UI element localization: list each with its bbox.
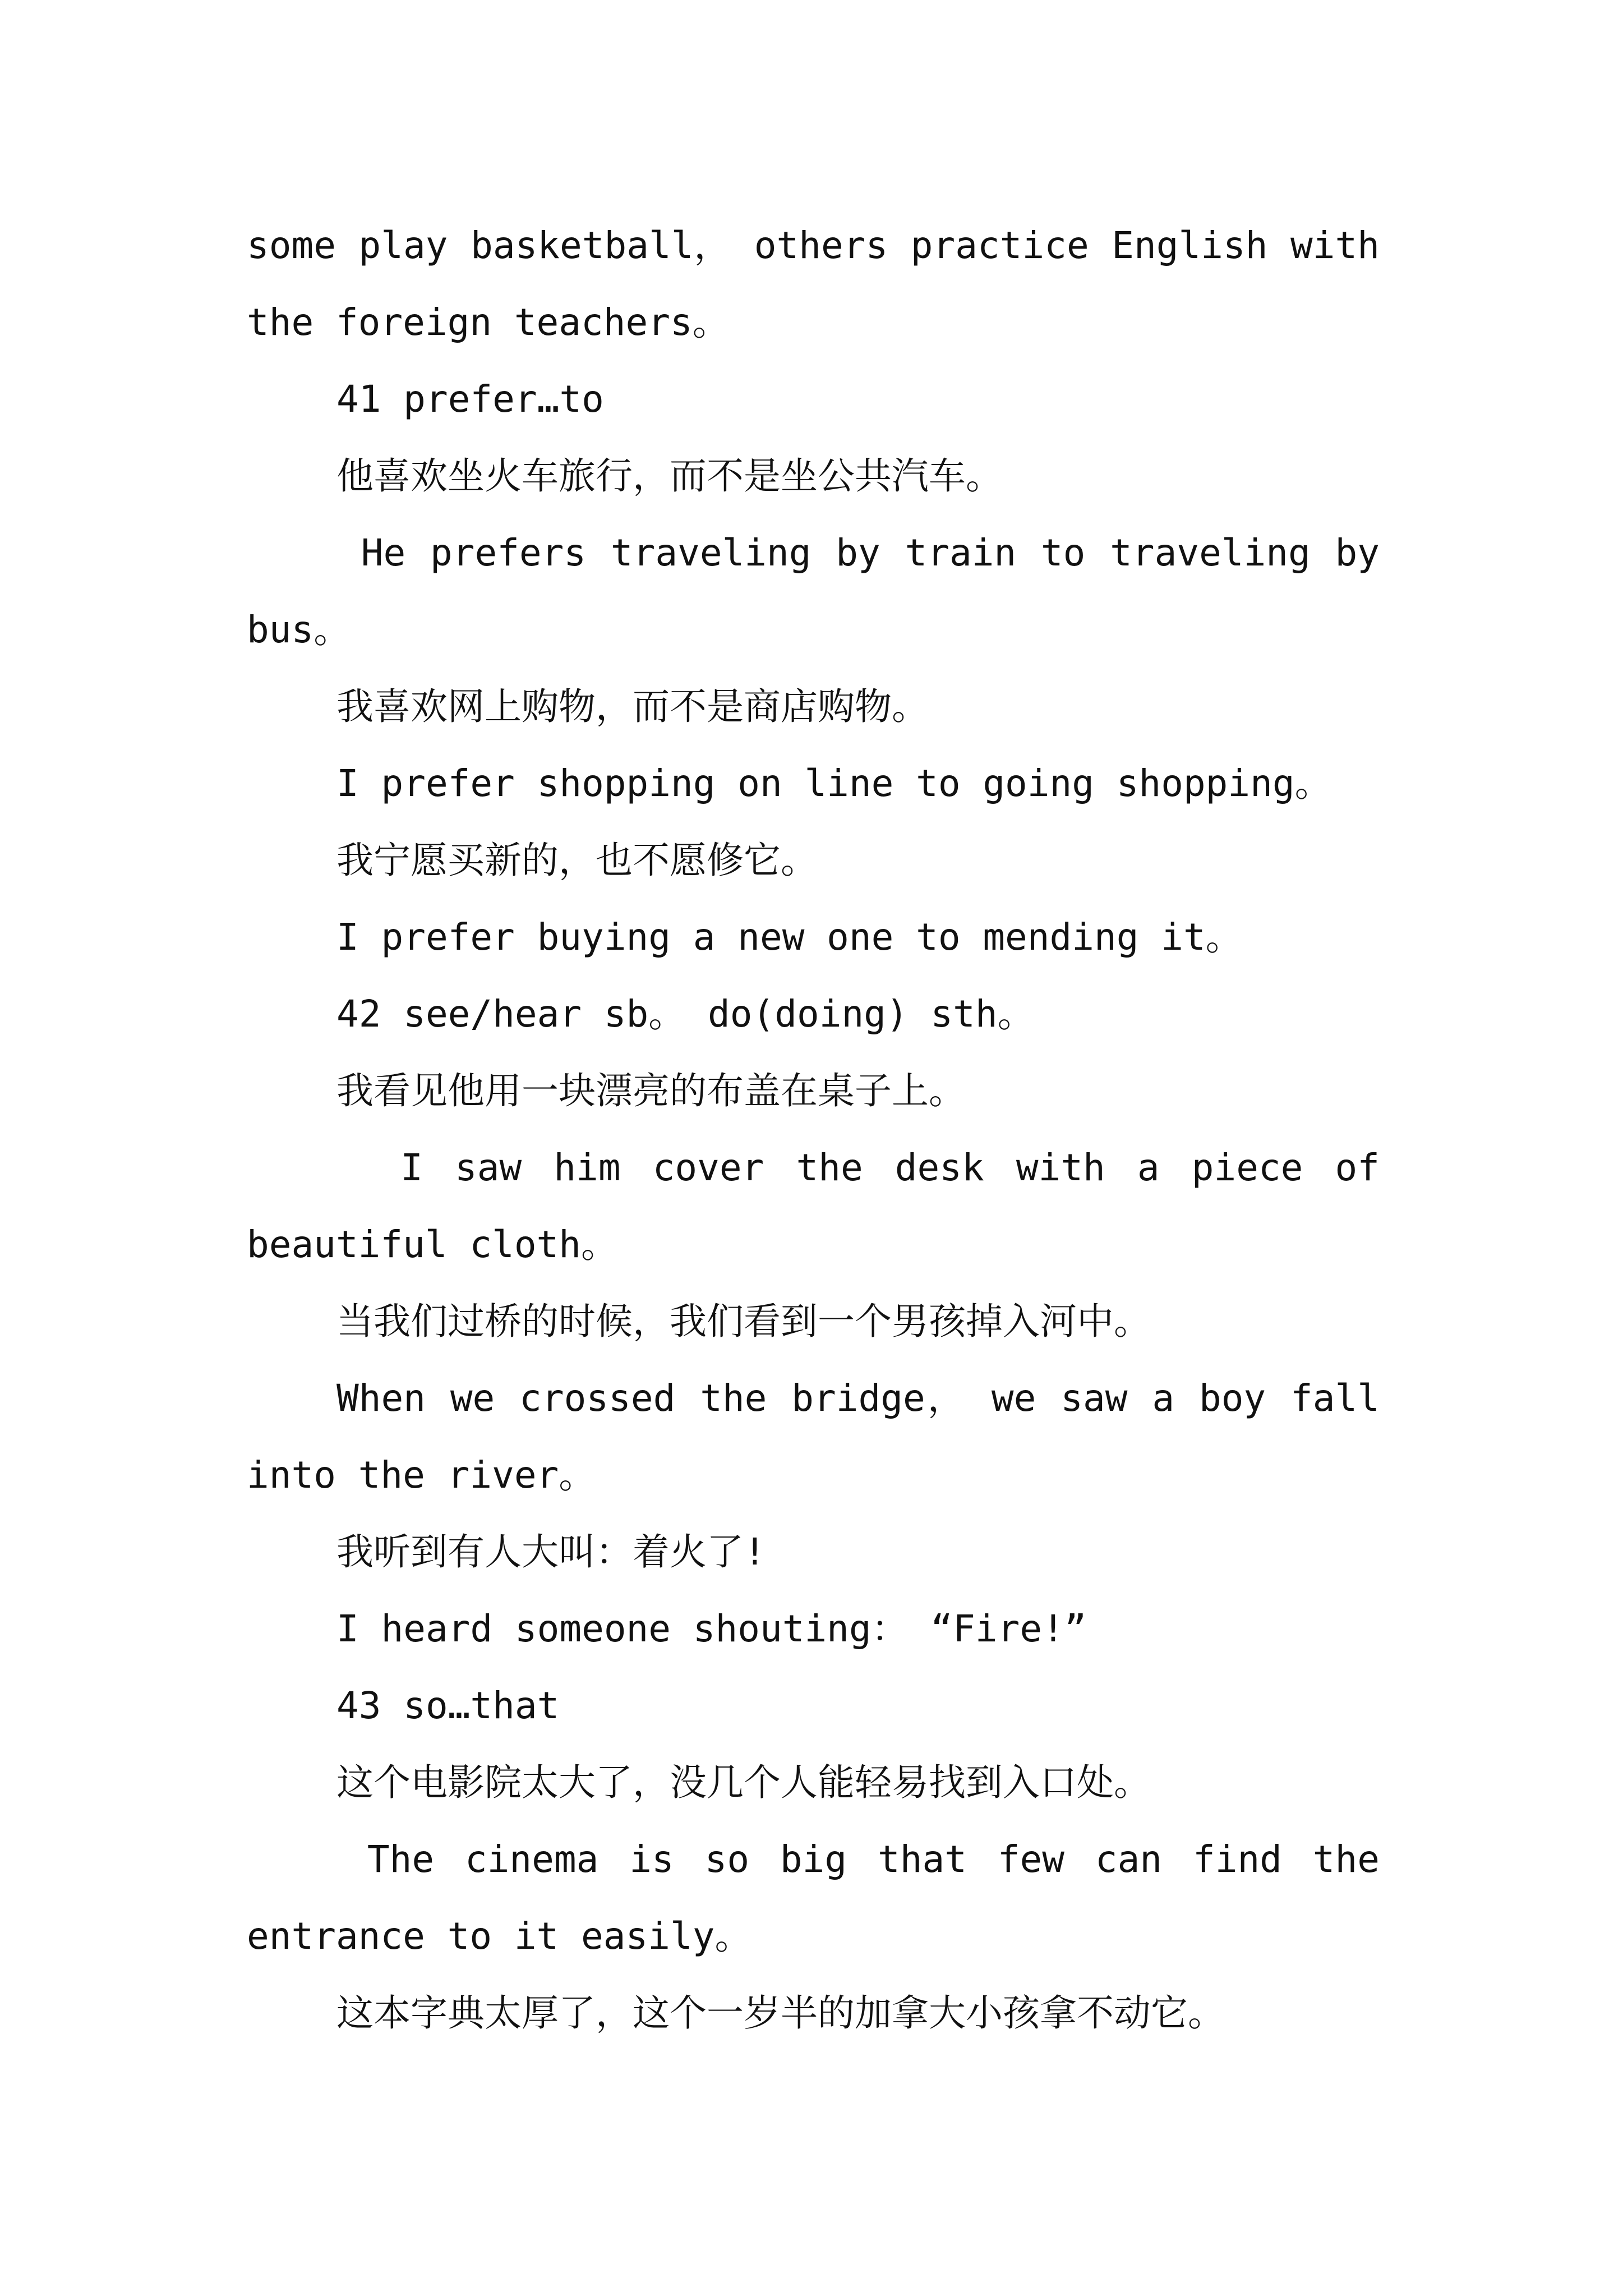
text-line: I prefer shopping on line to going shopping。 xyxy=(336,762,1332,805)
text-line: He prefers traveling by train to traveling by xyxy=(336,531,1380,574)
text-line: 41 prefer…to xyxy=(336,378,604,421)
text-line: the foreign teachers。 xyxy=(247,301,730,344)
text-line: into the river。 xyxy=(247,1453,596,1497)
text-line: I saw him cover the desk with a piece of xyxy=(336,1146,1380,1189)
text-line: 43 so…that xyxy=(336,1684,560,1727)
text-line: 我宁愿买新的，也不愿修它。 xyxy=(336,839,818,882)
text-line: 这本字典太厚了，这个一岁半的加拿大小孩拿不动它。 xyxy=(336,1991,1225,2035)
text-line: 我听到有人大叫：着火了! xyxy=(336,1530,766,1573)
text-line: entrance to it easily。 xyxy=(247,1915,752,1958)
text-line: I prefer buying a new one to mending it。 xyxy=(336,915,1243,959)
text-line: 我喜欢网上购物，而不是商店购物。 xyxy=(336,685,929,728)
text-line: beautiful cloth。 xyxy=(247,1223,619,1266)
text-line: 42 see/hear sb。 do(doing) sth。 xyxy=(336,992,1035,1036)
text-line: The cinema is so big that few can find the xyxy=(336,1838,1380,1881)
text-line: When we crossed the bridge， we saw a boy fall xyxy=(336,1377,1380,1420)
text-line: 当我们过桥的时候，我们看到一个男孩掉入河中。 xyxy=(336,1300,1151,1343)
text-line: some play basketball， others practice English with xyxy=(247,224,1380,267)
text-line: 我看见他用一块漂亮的布盖在桌子上。 xyxy=(336,1069,966,1112)
text-line: 这个电影院太大了，没几个人能轻易找到入口处。 xyxy=(336,1761,1151,1804)
text-line: I heard someone shouting： “Fire!” xyxy=(336,1607,1087,1650)
text-line: bus。 xyxy=(247,608,351,651)
text-line: 他喜欢坐火车旅行，而不是坐公共汽车。 xyxy=(336,454,1003,498)
